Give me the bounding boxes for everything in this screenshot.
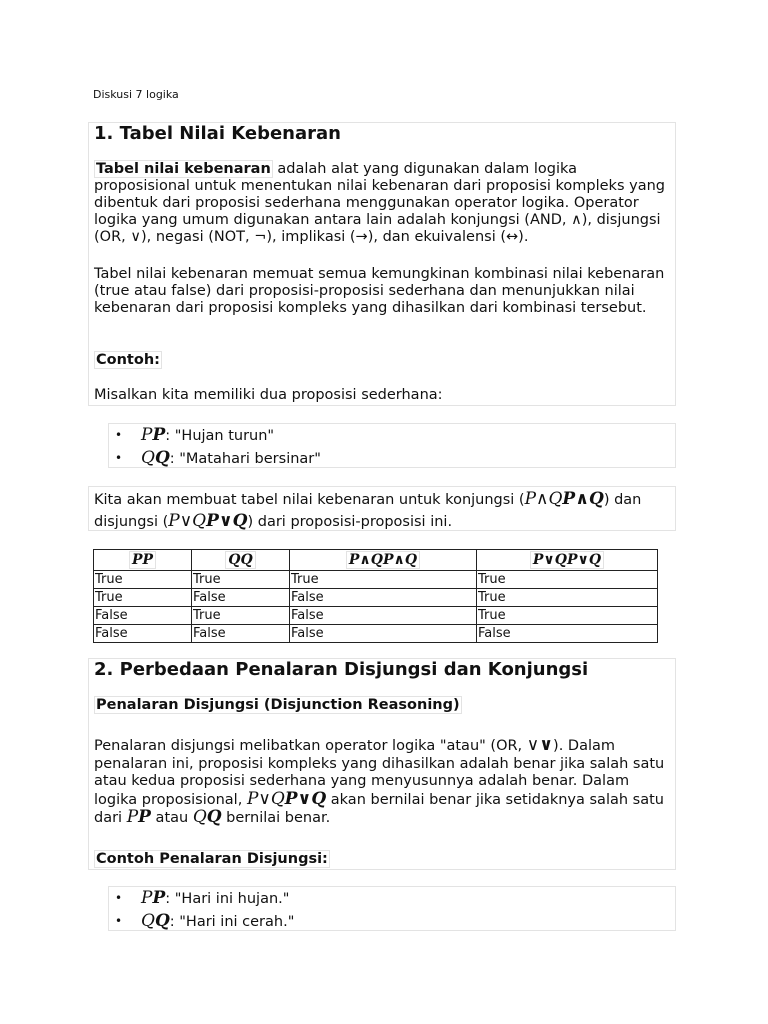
header-p — [94, 550, 192, 571]
table-intro — [94, 489, 674, 533]
truth-table — [93, 549, 658, 643]
table-cell: False — [290, 625, 477, 643]
section-2-propositions-block — [108, 886, 676, 931]
intro-term: Tabel nilai kebenaran — [96, 161, 271, 177]
proposition-text: : "Hari ini hujan." — [165, 891, 290, 907]
section-1-title: 1. Tabel Nilai Kebenaran — [94, 123, 341, 144]
p-math-bold: P — [138, 807, 151, 827]
table-cell: True — [192, 607, 290, 625]
math-symbol: P — [141, 425, 153, 445]
math-symbol: Q — [141, 911, 155, 931]
bullet-icon: • — [115, 428, 123, 442]
section-1-para-2: Tabel nilai kebenaran memuat semua kemungkinan kombinasi nilai kebenaran (true atau false) dari proposisi-proposisi sederhana dan menunjukkan nilai kebenaran dari proposisi kompleks yang dihasilkan dari kombinasi tersebut. — [94, 266, 665, 316]
intro-text-3: ) dari proposisi-proposisi ini. — [247, 514, 453, 530]
para-text: atau — [150, 810, 193, 826]
math-symbol-bold: P — [152, 425, 166, 445]
or-math: ∨ — [526, 735, 540, 755]
section-2-example-heading — [94, 851, 330, 868]
header-p-text: PP — [129, 551, 156, 569]
table-cell: True — [477, 571, 658, 589]
header-q-text: QQ — [225, 551, 255, 569]
table-row — [94, 589, 658, 607]
subheading-text: Penalaran Disjungsi (Disjunction Reasoning) — [96, 697, 460, 713]
propositions-list-block — [108, 423, 676, 468]
bullet-icon: • — [115, 891, 123, 905]
table-cell: False — [290, 589, 477, 607]
disjunction-math-bold: P∨Q — [206, 511, 248, 531]
example-heading — [94, 352, 162, 369]
table-cell: True — [94, 589, 192, 607]
math-symbol-bold: Q — [154, 448, 170, 468]
section-2-title: 2. Perbedaan Penalaran Disjungsi dan Konjungsi — [94, 659, 589, 680]
disjunction-math: P∨Q — [246, 788, 285, 809]
list-item — [109, 910, 675, 933]
disjunction-math-bold: P∨Q — [284, 788, 327, 809]
intro-text-1: Kita akan membuat tabel nilai kebenaran untuk konjungsi ( — [94, 492, 525, 508]
or-math-bold: ∨ — [539, 735, 554, 755]
table-cell: False — [192, 625, 290, 643]
header-conjunction-text: P∧QP∧Q — [346, 551, 420, 569]
conjunction-math-bold: P∧Q — [562, 489, 604, 509]
intro-text-2: ) dan disjungsi ( — [94, 492, 642, 530]
table-cell: True — [94, 571, 192, 589]
list-item — [109, 424, 675, 447]
p-math: P — [126, 807, 139, 827]
bullet-icon: • — [115, 914, 123, 928]
table-cell: True — [290, 571, 477, 589]
table-header-row — [94, 550, 658, 571]
proposition-text: : "Hujan turun" — [165, 428, 275, 444]
table-row — [94, 607, 658, 625]
table-cell: True — [477, 589, 658, 607]
list-item — [109, 447, 675, 470]
q-math-bold: Q — [206, 807, 222, 827]
table-row — [94, 625, 658, 643]
bullet-icon: • — [115, 451, 123, 465]
header-q — [192, 550, 290, 571]
para-text: akan bernilai benar jika setidaknya salah satu dari — [94, 791, 664, 826]
section-2-block — [88, 658, 676, 870]
intro-text: adalah alat yang digunakan dalam logika proposisional untuk menentukan nilai kebenaran dari proposisi kompleks yang dibentuk dari proposisi sederhana menggunakan operator logika. Operator logika yang umum digunakan antara lain adalah konjungsi (AND, ∧), disjungsi (OR, ∨), negasi (NOT, ¬), implikasi (→), dan ekuivalensi (↔). — [94, 161, 665, 245]
section-2-propositions-list — [109, 887, 675, 933]
document-label: Diskusi 7 logika — [93, 88, 179, 101]
para-text: Penalaran disjungsi melibatkan operator logika "atau" (OR, — [94, 738, 527, 754]
math-symbol: P — [141, 888, 153, 908]
section-1-block — [88, 122, 676, 406]
header-conjunction — [290, 550, 477, 571]
para-text: ). Dalam penalaran ini, proposisi kompleks yang dihasilkan adalah benar jika salah satu atau kedua proposisi sederhana yang menyusunnya adalah benar. Dalam logika proposisional, — [94, 738, 665, 808]
table-cell: False — [192, 589, 290, 607]
propositions-list — [109, 424, 675, 470]
proposition-text: : "Matahari bersinar" — [169, 451, 321, 467]
table-row — [94, 571, 658, 589]
example-heading-text: Contoh Penalaran Disjungsi: — [96, 851, 328, 867]
proposition-text: : "Hari ini cerah." — [169, 914, 295, 930]
table-cell: True — [192, 571, 290, 589]
math-symbol-bold: P — [152, 888, 166, 908]
math-symbol-bold: Q — [154, 911, 170, 931]
table-cell: False — [94, 625, 192, 643]
math-symbol: Q — [141, 448, 155, 468]
disjunction-math: P∨Q — [168, 511, 207, 531]
example-intro: Misalkan kita memiliki dua proposisi sederhana: — [94, 387, 443, 403]
table-cell: False — [94, 607, 192, 625]
table-intro-block — [88, 486, 676, 531]
section-2-subheading — [94, 697, 462, 714]
table-cell: True — [477, 607, 658, 625]
table-cell: False — [477, 625, 658, 643]
section-2-paragraph — [94, 737, 674, 828]
para-text: bernilai benar. — [221, 810, 331, 826]
example-heading-text: Contoh: — [96, 352, 160, 368]
section-1-intro — [94, 161, 674, 246]
q-math: Q — [192, 807, 207, 827]
header-disjunction — [477, 550, 658, 571]
list-item — [109, 887, 675, 910]
table-cell: False — [290, 607, 477, 625]
header-disjunction-text: P∨QP∨Q — [530, 551, 604, 569]
conjunction-math: P∧Q — [524, 489, 563, 509]
